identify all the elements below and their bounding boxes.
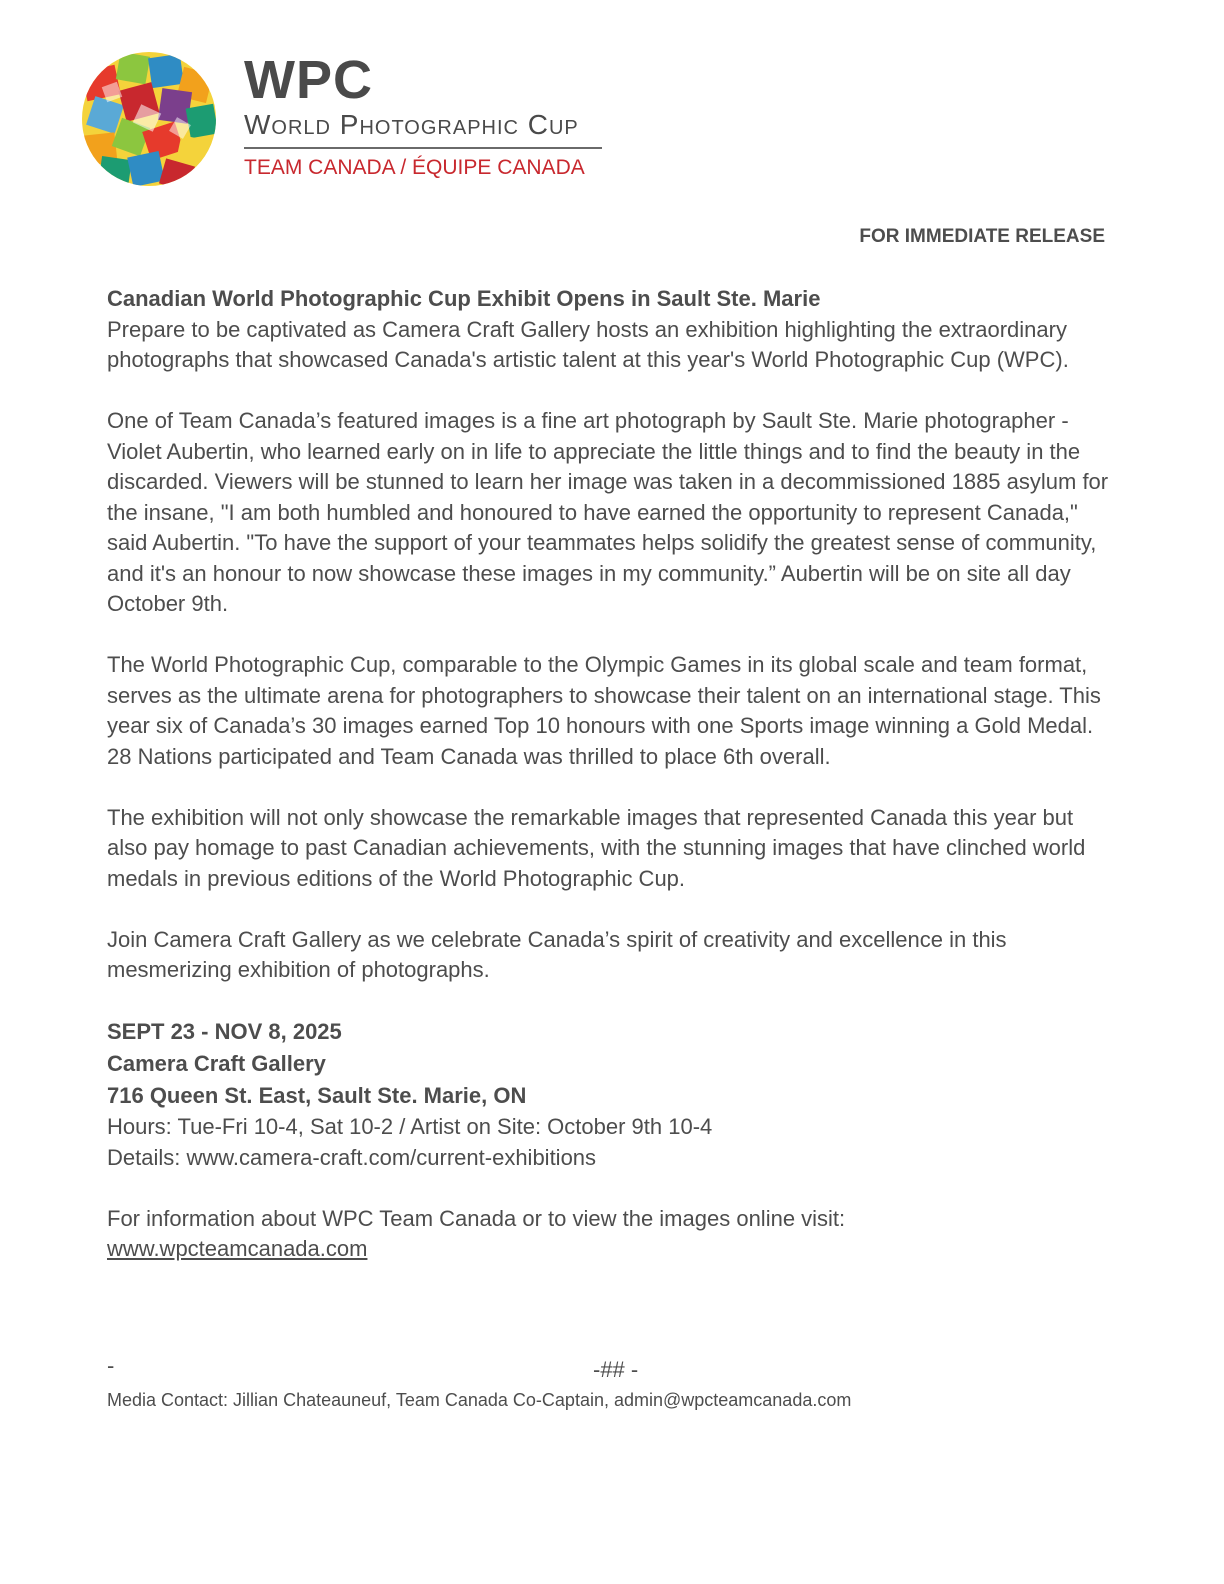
event-details: Details: www.camera-craft.com/current-exhibitions <box>107 1144 597 1170</box>
end-dash: - <box>107 1353 115 1378</box>
media-contact: Media Contact: Jillian Chateauneuf, Team Canada Co-Captain, admin@wpcteamcanada.com <box>107 1390 852 1410</box>
wpc-logo-wordmark <box>244 52 614 181</box>
event-dates: SEPT 23 - NOV 8, 2025 <box>107 1019 342 1044</box>
headline: Canadian World Photographic Cup Exhibit Opens in Sault Ste. Marie <box>107 286 821 311</box>
paragraph-4: The exhibition will not only showcase the remarkable images that represented Canada this year but also pay homage to past Canadian achievements, with the stunning images that have clinched world medals in previous editions of the World Photographic Cup. <box>107 804 1086 891</box>
paragraph-3: The World Photographic Cup, comparable to the Olympic Games in its global scale and team format, serves as the ultimate arena for photographers to showcase their talent on an international stage. This year six of Canada’s 30 images earned Top 10 honours with one Sports image winning a Gold Medal. 28 Nations participated and Team Canada was thrilled to place 6th overall. <box>107 652 1101 769</box>
logo-full-name: World Photographic Cup <box>244 110 602 149</box>
paragraph-2: One of Team Canada’s featured images is a fine art photograph by Sault Ste. Marie photographer - Violet Aubertin, who learned early on in life to appreciate the little things and to find the beauty in the discarded. Viewers will be stunned to learn her image was taken in a decommissioned 1885 asylum for the insane, "I am both humbled and honoured to have earned the opportunity to represent Canada," said Aubertin. "To have the support of your teammates helps solidify the greatest sense of community, and it's an honour to now showcase these images in my community.” Aubertin will be on site all day October 9th. <box>107 408 1109 616</box>
paragraph-5: Join Camera Craft Gallery as we celebrate Canada’s spirit of creativity and excellence in this mesmerizing exhibition of photographs. <box>107 926 1007 982</box>
end-hashes: -## - <box>593 1357 639 1382</box>
paragraph-1: Prepare to be captivated as Camera Craft Gallery hosts an exhibition highlighting the extraordinary photographs that showcased Canada's artistic talent at this year's World Photographic Cup (WPC). <box>107 316 1069 372</box>
team-canada-link[interactable]: www.wpcteamcanada.com <box>107 1236 368 1261</box>
event-hours: Hours: Tue-Fri 10-4, Sat 10-2 / Artist on Site: October 9th 10-4 <box>107 1114 713 1139</box>
info-text: For information about WPC Team Canada or to view the images online visit: <box>107 1205 846 1231</box>
logo-acronym: WPC <box>244 50 373 110</box>
wpc-logo-mosaic-icon <box>80 50 218 188</box>
release-label: FOR IMMEDIATE RELEASE <box>859 226 1105 247</box>
event-venue: Camera Craft Gallery <box>107 1051 326 1076</box>
event-address: 716 Queen St. East, Sault Ste. Marie, ON <box>107 1083 527 1108</box>
logo-team-name: TEAM CANADA / ÉQUIPE CANADA <box>244 156 585 179</box>
press-release-body <box>107 284 1117 1265</box>
